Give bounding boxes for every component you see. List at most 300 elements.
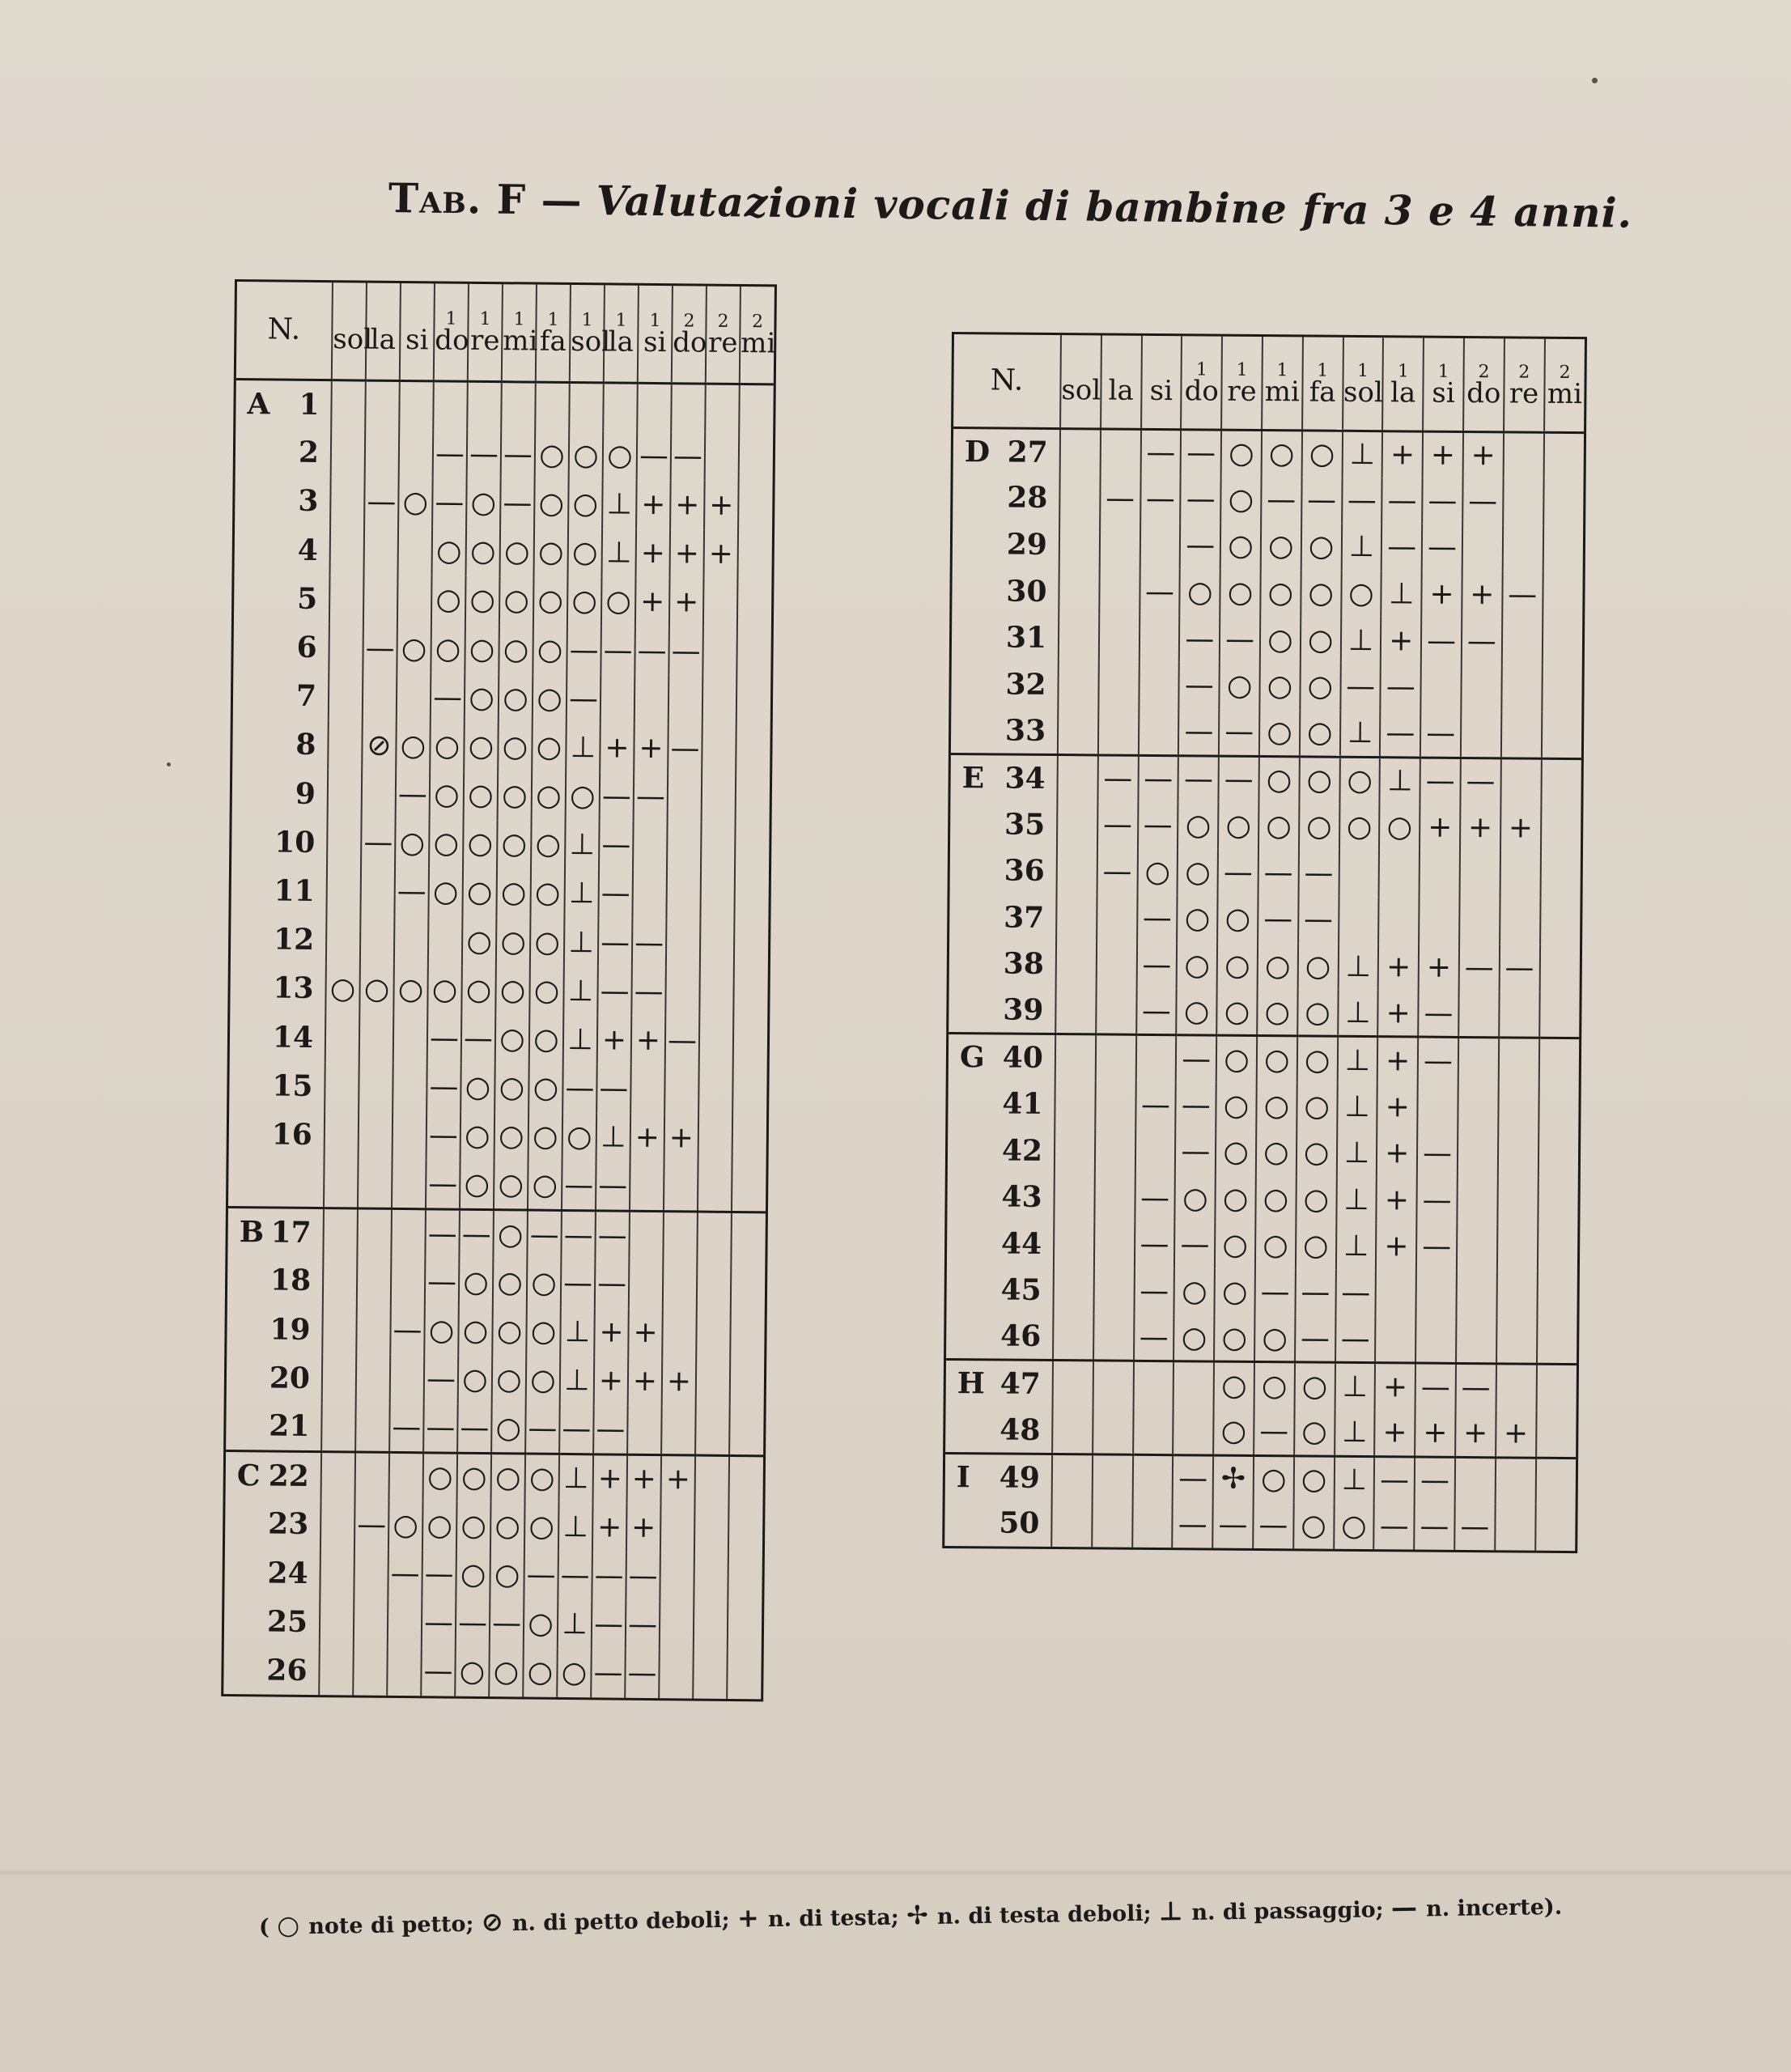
mark-cell bbox=[1455, 1457, 1496, 1504]
mark-cell bbox=[1294, 1362, 1335, 1409]
mark-cell bbox=[1296, 1222, 1336, 1269]
mark-symbol: — bbox=[601, 877, 630, 911]
mark-symbol: ○ bbox=[535, 779, 562, 813]
column-header-si bbox=[400, 283, 435, 380]
mark-cell bbox=[1378, 897, 1419, 944]
mark-cell bbox=[1132, 1454, 1173, 1501]
mark-symbol: ○ bbox=[497, 1266, 524, 1300]
mark-cell bbox=[1138, 755, 1178, 802]
mark-cell bbox=[527, 1210, 562, 1259]
row-number bbox=[950, 800, 1057, 848]
mark-cell bbox=[561, 1259, 596, 1308]
mark-cell bbox=[364, 526, 399, 575]
mark-cell bbox=[661, 1454, 696, 1504]
table-row bbox=[948, 1080, 1579, 1132]
mark-cell bbox=[601, 626, 635, 675]
mark-symbol: ○ bbox=[530, 1314, 557, 1349]
table-row bbox=[944, 1500, 1576, 1552]
mark-cell bbox=[1377, 1037, 1418, 1084]
title-prefix: Tab. F — bbox=[388, 174, 584, 224]
mark-symbol: — bbox=[628, 1559, 658, 1594]
mark-symbol: — bbox=[1181, 1135, 1211, 1169]
row-number bbox=[230, 1012, 326, 1061]
legend-symbol: — bbox=[1390, 1892, 1427, 1924]
mark-symbol: + bbox=[673, 585, 699, 619]
mark-cell bbox=[1098, 708, 1139, 755]
mark-symbol: + bbox=[596, 1510, 622, 1544]
row-number-text: 7 bbox=[295, 678, 317, 714]
row-number-text: 5 bbox=[296, 581, 318, 616]
mark-symbol: ○ bbox=[1386, 810, 1413, 844]
mark-cell bbox=[390, 1355, 425, 1404]
column-note: si bbox=[643, 326, 667, 359]
table-row bbox=[236, 427, 774, 482]
mark-cell bbox=[558, 1551, 592, 1600]
mark-symbol: ○ bbox=[1224, 949, 1250, 983]
mark-cell bbox=[430, 722, 465, 771]
mark-cell bbox=[1541, 805, 1581, 851]
legend-text: n. incerte bbox=[1425, 1895, 1545, 1922]
mark-cell bbox=[1297, 990, 1338, 1037]
column-octave: 1 bbox=[1357, 360, 1369, 381]
mark-symbol: ○ bbox=[1222, 1229, 1249, 1263]
mark-cell bbox=[1097, 801, 1138, 848]
table-row bbox=[949, 940, 1581, 992]
left-table bbox=[221, 279, 777, 1701]
mark-symbol: ⊥ bbox=[1387, 764, 1413, 798]
mark-cell bbox=[738, 481, 773, 530]
mark-cell bbox=[1297, 1083, 1337, 1130]
mark-cell bbox=[1216, 1175, 1256, 1222]
mark-cell bbox=[1380, 711, 1420, 758]
mark-symbol: ○ bbox=[502, 730, 528, 764]
row-number bbox=[949, 1034, 1055, 1081]
mark-symbol: — bbox=[1507, 578, 1538, 612]
mark-cell bbox=[524, 1551, 558, 1600]
mark-symbol: ○ bbox=[537, 681, 562, 715]
mark-cell bbox=[694, 1552, 728, 1602]
mark-symbol: ○ bbox=[500, 924, 527, 959]
mark-cell bbox=[1216, 1129, 1256, 1176]
mark-symbol: ○ bbox=[501, 779, 528, 813]
mark-symbol: ○ bbox=[1306, 763, 1333, 797]
column-octave: 2 bbox=[751, 312, 764, 333]
legend-open: ( bbox=[258, 1914, 270, 1940]
mark-cell bbox=[1339, 710, 1380, 757]
mark-cell bbox=[529, 1015, 564, 1064]
mark-symbol: — bbox=[599, 1072, 629, 1106]
mark-cell bbox=[1543, 525, 1583, 572]
mark-symbol: ⊥ bbox=[1347, 715, 1373, 750]
mark-cell bbox=[464, 771, 499, 820]
mark-cell bbox=[1376, 1223, 1416, 1270]
mark-cell bbox=[1503, 478, 1543, 525]
mark-symbol: — bbox=[1460, 1509, 1490, 1544]
mark-cell bbox=[659, 1650, 694, 1699]
mark-cell bbox=[598, 918, 633, 967]
mark-cell bbox=[661, 1406, 696, 1455]
mark-cell bbox=[499, 528, 534, 577]
mark-symbol: — bbox=[565, 1072, 595, 1106]
mark-cell bbox=[633, 821, 668, 870]
mark-symbol: ⊥ bbox=[1341, 1463, 1368, 1497]
mark-cell bbox=[1056, 941, 1097, 988]
mark-symbol: ○ bbox=[467, 827, 494, 861]
column-header-re-2 bbox=[1504, 338, 1545, 431]
mark-cell bbox=[1174, 1268, 1215, 1315]
column-header-la bbox=[1101, 335, 1142, 428]
mark-cell bbox=[727, 1650, 762, 1700]
row-number-text: 11 bbox=[274, 873, 315, 908]
mark-cell bbox=[1378, 990, 1419, 1037]
mark-cell bbox=[1422, 524, 1462, 571]
row-number bbox=[229, 1110, 325, 1159]
column-note: la bbox=[1108, 374, 1134, 407]
mark-cell bbox=[562, 1161, 596, 1211]
mark-symbol: ⊥ bbox=[568, 877, 595, 911]
mark-cell bbox=[1255, 1175, 1296, 1222]
column-note: si bbox=[1149, 374, 1173, 407]
mark-cell bbox=[1060, 428, 1101, 475]
table-row bbox=[229, 1061, 767, 1115]
mark-symbol: — bbox=[1184, 715, 1214, 749]
row-number-text: 35 bbox=[1004, 807, 1046, 842]
mark-cell bbox=[1455, 1410, 1496, 1457]
mark-cell bbox=[325, 1013, 360, 1063]
mark-symbol: ○ bbox=[1267, 622, 1293, 656]
mark-cell bbox=[325, 1110, 359, 1160]
mark-cell bbox=[1099, 568, 1140, 615]
mark-cell bbox=[320, 1500, 355, 1549]
mark-symbol: — bbox=[1224, 762, 1254, 797]
mark-symbol: ○ bbox=[1263, 1229, 1288, 1263]
mark-cell bbox=[736, 773, 770, 822]
row-number bbox=[950, 754, 1057, 801]
mark-cell bbox=[1501, 711, 1542, 758]
mark-symbol: — bbox=[601, 779, 632, 813]
mark-cell bbox=[1458, 1131, 1498, 1178]
mark-symbol: ○ bbox=[1182, 1275, 1207, 1309]
row-number bbox=[946, 1360, 1053, 1408]
mark-symbol: ○ bbox=[503, 535, 530, 569]
mark-cell bbox=[388, 1549, 422, 1599]
mark-cell bbox=[1132, 1501, 1173, 1548]
mark-cell bbox=[320, 1549, 354, 1599]
mark-cell bbox=[1381, 524, 1422, 571]
mark-symbol: ⊥ bbox=[1343, 1182, 1369, 1216]
row-number-text: 16 bbox=[271, 1117, 313, 1152]
mark-cell bbox=[1341, 524, 1381, 571]
mark-symbol: ○ bbox=[539, 438, 565, 472]
mark-cell bbox=[423, 1452, 458, 1501]
mark-symbol: ○ bbox=[462, 1314, 489, 1348]
mark-symbol: ○ bbox=[1222, 1182, 1249, 1216]
mark-symbol: — bbox=[1420, 1463, 1450, 1497]
header-row bbox=[236, 282, 775, 384]
column-header-re-1 bbox=[468, 284, 503, 381]
table-row bbox=[235, 476, 773, 530]
table-row bbox=[227, 1255, 766, 1310]
mark-symbol: ○ bbox=[1266, 809, 1292, 843]
mark-symbol: + bbox=[674, 537, 700, 571]
mark-cell bbox=[397, 673, 431, 722]
mark-symbol: ○ bbox=[528, 1509, 555, 1543]
mark-symbol: — bbox=[397, 875, 427, 909]
table-row bbox=[946, 1313, 1577, 1365]
mark-cell bbox=[694, 1601, 728, 1650]
mark-cell bbox=[425, 1258, 460, 1307]
mark-cell bbox=[1254, 1455, 1294, 1502]
mark-cell bbox=[1297, 1036, 1338, 1083]
mark-cell bbox=[531, 820, 566, 869]
mark-cell bbox=[460, 1161, 494, 1210]
group-letter: B bbox=[239, 1215, 265, 1250]
mark-cell bbox=[526, 1356, 561, 1405]
mark-symbol: — bbox=[560, 1559, 590, 1593]
row-number bbox=[227, 1305, 323, 1354]
mark-cell bbox=[1416, 1270, 1457, 1317]
mark-cell bbox=[699, 1017, 734, 1066]
mark-symbol: + bbox=[675, 488, 700, 522]
mark-cell bbox=[1540, 851, 1581, 898]
mark-cell bbox=[1092, 1501, 1132, 1548]
mark-symbol: — bbox=[1140, 1228, 1169, 1262]
mark-symbol: ⊥ bbox=[1343, 1229, 1369, 1263]
mark-cell bbox=[1294, 1409, 1335, 1456]
mark-symbol: ○ bbox=[534, 925, 561, 959]
mark-cell bbox=[500, 479, 535, 529]
mark-symbol: ○ bbox=[531, 1266, 558, 1300]
mark-cell bbox=[1260, 616, 1301, 663]
mark-cell bbox=[360, 916, 395, 966]
mark-symbol: ⊥ bbox=[1345, 996, 1371, 1030]
group-letter: D bbox=[964, 434, 991, 469]
mark-cell bbox=[393, 1063, 427, 1112]
column-header-si-1 bbox=[638, 286, 673, 383]
mark-symbol: — bbox=[393, 1314, 422, 1348]
mark-cell bbox=[493, 1258, 528, 1307]
mark-cell bbox=[355, 1452, 390, 1501]
mark-cell bbox=[1376, 1270, 1416, 1317]
mark-cell bbox=[560, 1357, 595, 1406]
mark-cell bbox=[359, 965, 394, 1014]
mark-cell bbox=[1419, 944, 1459, 991]
mark-cell bbox=[1457, 1224, 1497, 1271]
row-number bbox=[951, 660, 1058, 708]
column-note: mi bbox=[1547, 377, 1583, 410]
mark-symbol: ○ bbox=[1263, 1042, 1290, 1077]
mark-cell bbox=[1139, 615, 1179, 662]
mark-symbol: ○ bbox=[1346, 809, 1373, 844]
mark-cell bbox=[1342, 431, 1382, 478]
mark-cell bbox=[359, 1110, 393, 1160]
mark-cell bbox=[662, 1309, 697, 1358]
mark-symbol: ○ bbox=[459, 1655, 486, 1689]
mark-cell bbox=[660, 1552, 694, 1602]
mark-cell bbox=[353, 1646, 388, 1696]
mark-cell bbox=[1377, 1177, 1417, 1224]
mark-symbol: — bbox=[634, 974, 664, 1008]
mark-symbol: + bbox=[709, 488, 734, 522]
column-header-n: N. bbox=[953, 334, 1061, 428]
mark-cell bbox=[1261, 477, 1301, 524]
mark-cell bbox=[460, 1112, 495, 1161]
mark-symbol: — bbox=[1258, 1508, 1288, 1543]
column-header-mi-1 bbox=[502, 284, 537, 381]
mark-cell bbox=[734, 871, 769, 920]
mark-symbol: ○ bbox=[433, 778, 460, 812]
mark-cell bbox=[1335, 1269, 1376, 1316]
mark-cell bbox=[421, 1647, 456, 1696]
table-row bbox=[225, 1499, 763, 1553]
mark-cell bbox=[1536, 1365, 1577, 1412]
mark-symbol: — bbox=[569, 633, 599, 667]
mark-symbol: — bbox=[429, 1070, 459, 1104]
mark-cell bbox=[1335, 1409, 1375, 1456]
table-row bbox=[229, 1110, 767, 1164]
mark-cell bbox=[1541, 711, 1581, 758]
mark-cell bbox=[1097, 755, 1138, 802]
column-note: la bbox=[608, 325, 634, 359]
mark-cell bbox=[461, 1014, 496, 1064]
row-number bbox=[949, 894, 1056, 941]
mark-cell bbox=[1456, 1271, 1496, 1318]
mark-cell bbox=[1381, 664, 1421, 711]
mark-cell bbox=[330, 526, 365, 575]
mark-symbol: — bbox=[526, 1558, 556, 1592]
mark-cell bbox=[354, 1549, 388, 1599]
legend-symbol: ⊘ bbox=[481, 1906, 513, 1938]
column-note: re bbox=[1509, 377, 1539, 410]
mark-symbol: — bbox=[635, 779, 666, 814]
mark-cell bbox=[354, 1501, 389, 1550]
row-number bbox=[225, 1499, 321, 1548]
mark-cell bbox=[427, 966, 462, 1015]
column-header-mi-2 bbox=[1544, 339, 1585, 432]
mark-symbol: — bbox=[634, 926, 664, 960]
mark-cell bbox=[668, 773, 702, 822]
column-header-do-2 bbox=[1463, 338, 1505, 431]
mark-cell bbox=[632, 870, 667, 919]
mark-cell bbox=[599, 821, 634, 870]
mark-symbol: ○ bbox=[499, 1071, 525, 1105]
mark-symbol: — bbox=[1259, 1415, 1289, 1449]
mark-cell bbox=[388, 1599, 422, 1648]
mark-cell bbox=[1093, 1408, 1133, 1454]
mark-symbol: — bbox=[1146, 435, 1176, 470]
mark-symbol: — bbox=[1425, 764, 1455, 799]
row-number-text: 42 bbox=[1001, 1133, 1043, 1168]
mark-symbol: — bbox=[1103, 762, 1133, 796]
mark-cell bbox=[703, 578, 738, 627]
mark-cell bbox=[1420, 804, 1460, 851]
mark-symbol: — bbox=[1143, 762, 1173, 796]
mark-symbol: ○ bbox=[1224, 995, 1250, 1029]
row-number-text: 34 bbox=[1004, 761, 1046, 796]
mark-cell bbox=[358, 1160, 393, 1209]
mark-symbol: ⊥ bbox=[562, 1509, 589, 1544]
mark-cell bbox=[1538, 1132, 1578, 1178]
mark-symbol: ○ bbox=[561, 1656, 588, 1690]
mark-cell bbox=[363, 673, 397, 722]
table-row bbox=[953, 427, 1585, 479]
mark-symbol: ○ bbox=[401, 631, 427, 665]
column-header-fa-1 bbox=[536, 285, 571, 382]
table-row bbox=[947, 1173, 1578, 1225]
mark-cell bbox=[394, 868, 429, 917]
mark-cell bbox=[457, 1404, 492, 1454]
mark-cell bbox=[1301, 617, 1341, 664]
mark-cell bbox=[1377, 1130, 1417, 1177]
mark-symbol: ○ bbox=[495, 1411, 522, 1446]
mark-cell bbox=[1173, 1314, 1214, 1361]
mark-symbol: — bbox=[1301, 1276, 1331, 1310]
mark-cell bbox=[668, 724, 702, 773]
row-number-text: 40 bbox=[1002, 1040, 1044, 1076]
table-row bbox=[230, 963, 768, 1017]
mark-cell bbox=[1379, 804, 1420, 851]
mark-symbol: ○ bbox=[569, 779, 596, 813]
mark-cell bbox=[1256, 1082, 1297, 1129]
mark-symbol: ○ bbox=[1303, 1136, 1330, 1170]
mark-cell bbox=[1177, 942, 1217, 989]
mark-cell bbox=[462, 868, 497, 918]
row-number bbox=[236, 379, 332, 428]
mark-symbol: ○ bbox=[462, 1363, 488, 1397]
mark-cell bbox=[1217, 942, 1258, 989]
mark-cell bbox=[1135, 1081, 1176, 1128]
mark-cell bbox=[1539, 991, 1580, 1038]
mark-cell bbox=[1258, 896, 1298, 943]
row-number-text: 1 bbox=[299, 387, 320, 422]
mark-symbol: ○ bbox=[363, 972, 390, 1006]
mark-symbol: ○ bbox=[1223, 1135, 1250, 1170]
mark-cell bbox=[389, 1403, 424, 1453]
mark-symbol: ⊥ bbox=[1347, 623, 1374, 657]
row-number-text: 47 bbox=[999, 1366, 1041, 1402]
mark-cell bbox=[357, 1257, 392, 1306]
mark-symbol: ⊘ bbox=[367, 728, 392, 762]
mark-cell bbox=[1415, 1457, 1455, 1504]
mark-symbol: ⊥ bbox=[567, 1023, 593, 1057]
mark-cell bbox=[634, 626, 669, 676]
mark-symbol: — bbox=[528, 1412, 558, 1446]
mark-cell bbox=[458, 1306, 493, 1356]
mark-symbol: ○ bbox=[1309, 437, 1335, 471]
mark-symbol: ○ bbox=[498, 1119, 524, 1153]
mark-cell bbox=[729, 1407, 764, 1456]
mark-symbol: ○ bbox=[1267, 576, 1294, 610]
column-octave: 1 bbox=[649, 311, 661, 332]
mark-cell bbox=[1055, 987, 1096, 1034]
mark-cell bbox=[1093, 1267, 1134, 1314]
mark-cell bbox=[492, 1356, 527, 1405]
mark-cell bbox=[1059, 521, 1100, 568]
mark-cell bbox=[329, 575, 364, 624]
mark-cell bbox=[1342, 477, 1382, 524]
mark-symbol: + bbox=[1385, 1089, 1411, 1124]
mark-cell bbox=[1374, 1410, 1415, 1457]
row-number-text: 48 bbox=[999, 1412, 1041, 1447]
mark-cell bbox=[431, 575, 466, 625]
mark-cell bbox=[1258, 756, 1299, 803]
mark-cell bbox=[592, 1503, 627, 1552]
column-note: mi bbox=[741, 327, 776, 360]
mark-symbol: — bbox=[1466, 765, 1496, 799]
row-number bbox=[953, 520, 1059, 568]
column-note: sol bbox=[571, 325, 611, 359]
mark-cell bbox=[1181, 476, 1221, 523]
